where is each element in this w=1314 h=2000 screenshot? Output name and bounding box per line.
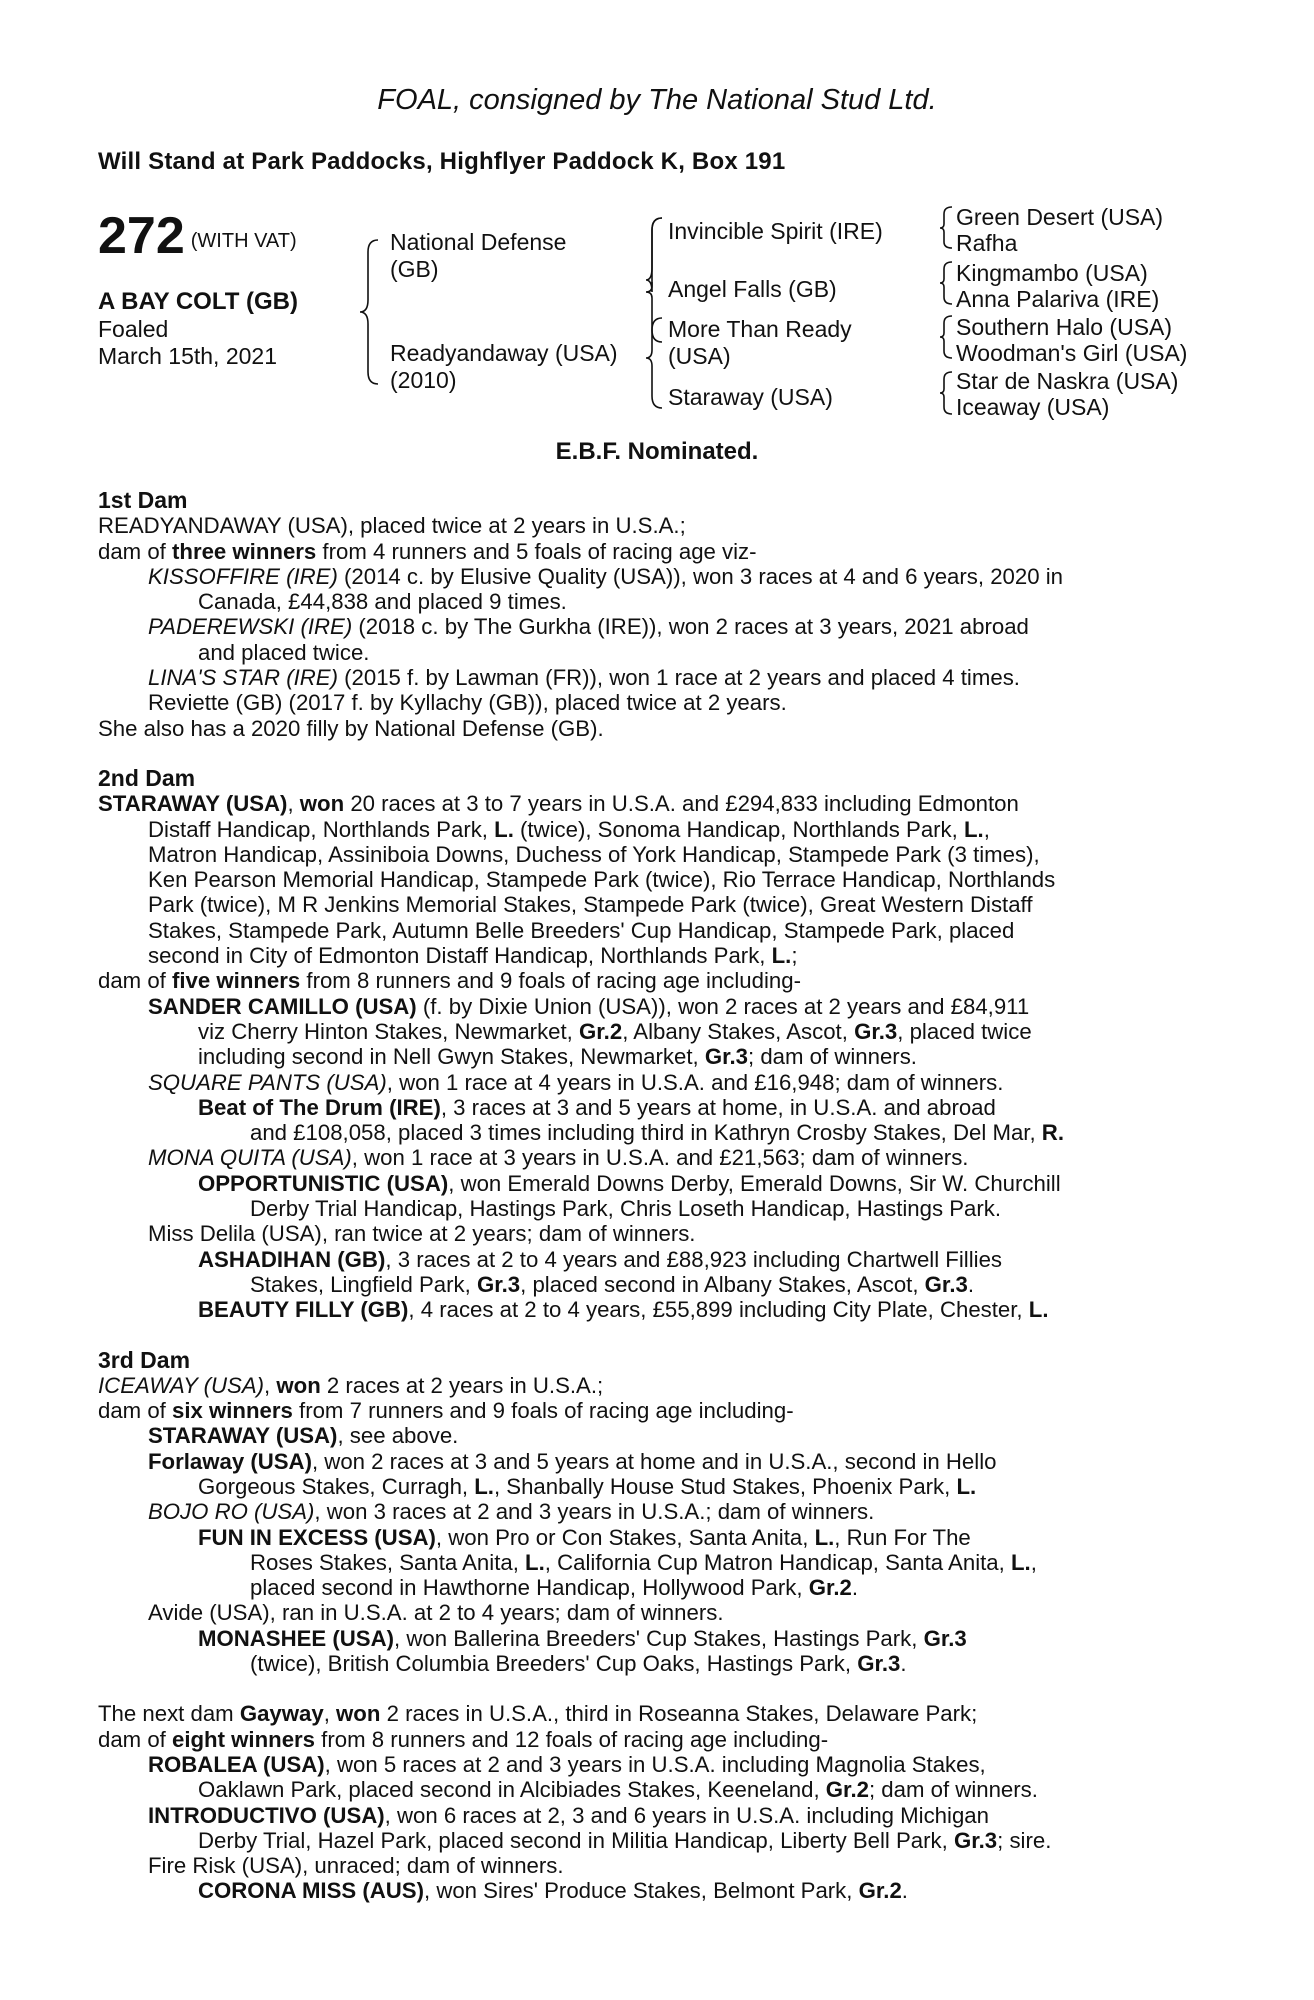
text-run: Distaff Handicap, Northlands Park,	[148, 816, 495, 842]
record-line	[98, 1095, 1208, 1120]
text-run: from 4 runners and 5 foals of racing age viz-	[316, 538, 757, 564]
spacer	[98, 1323, 1208, 1348]
text-run: L.	[771, 943, 792, 969]
record-line	[98, 867, 1208, 892]
record-line	[98, 690, 1208, 715]
text-run: ; sire.	[997, 1827, 1052, 1853]
record-line	[98, 1752, 1208, 1777]
text-run: Gr.3	[476, 1271, 521, 1297]
gsb2	[940, 262, 952, 304]
text-run: L.	[963, 816, 984, 842]
record-line	[98, 1777, 1208, 1802]
text-run: dam of	[98, 968, 172, 994]
text-run: Canada, £44,838 and placed 9 times.	[198, 589, 567, 615]
record-line	[98, 1297, 1208, 1322]
text-run: eight winners	[172, 1726, 316, 1752]
text-run: ASHADIHAN (GB)	[198, 1246, 386, 1272]
sire-line2: (GB)	[390, 256, 439, 282]
record-line	[98, 1499, 1208, 1524]
text-run: , Shanbally House Stud Stakes, Phoenix Park,	[493, 1473, 957, 1499]
text-run: won	[299, 791, 345, 817]
record-line	[98, 1878, 1208, 1903]
text-run: L.	[474, 1473, 494, 1499]
text-run: ; dam of winners.	[868, 1777, 1038, 1803]
gs-8: Iceaway (USA)	[956, 394, 1110, 420]
text-run: won	[276, 1372, 321, 1398]
text-run: (twice), Sonoma Handicap, Northlands Park,	[513, 816, 964, 842]
record-line	[98, 1651, 1208, 1676]
section-heading	[98, 766, 1208, 791]
text-run: Matron Handicap, Assiniboia Downs, Duchess of York Handicap, Stampede Park (3 times),	[148, 841, 1040, 867]
record-line	[98, 1373, 1208, 1398]
dam-line2: (2010)	[390, 367, 457, 393]
text-run: from 7 runners and 9 foals of racing age including-	[292, 1398, 794, 1424]
text-run: Miss Delila (USA), ran twice at 2 years; dam of winners.	[148, 1221, 696, 1247]
foaled-date: March 15th, 2021	[98, 343, 278, 369]
text-run: Ken Pearson Memorial Handicap, Stampede Park (twice), Rio Terrace Handicap, Northlands	[148, 867, 1056, 893]
text-run: The next dam	[98, 1701, 240, 1727]
record-line	[98, 1727, 1208, 1752]
text-run: dam of	[98, 538, 172, 564]
dam-name	[390, 340, 618, 394]
record-line	[98, 1575, 1208, 1600]
gsb3	[940, 316, 952, 358]
text-run: R.	[1041, 1120, 1064, 1146]
record-line	[98, 1474, 1208, 1499]
record-line	[98, 539, 1208, 564]
record-line	[98, 918, 1208, 943]
lot-number: 272	[98, 207, 185, 265]
text-run: , 3 races at 3 and 5 years at home, in U.S.A. and abroad	[440, 1094, 996, 1120]
dam-sire-line1: More Than Ready	[668, 316, 852, 342]
record-line	[98, 1398, 1208, 1423]
record-line	[98, 1626, 1208, 1651]
record-line	[98, 1828, 1208, 1853]
text-run: , won Emerald Downs Derby, Emerald Downs, Sir W. Churchill	[448, 1170, 1061, 1196]
text-run: placed second in Hawthorne Handicap, Hollywood Park,	[250, 1575, 809, 1601]
record-line	[98, 1853, 1208, 1878]
record-line	[98, 589, 1208, 614]
text-run: second in City of Edmonton Distaff Handicap, Northlands Park,	[148, 943, 772, 969]
main-bracket	[360, 240, 378, 384]
gsb4	[940, 372, 952, 414]
text-run: 20 races at 3 to 7 years in U.S.A. and £294,833 including Edmonton	[344, 791, 1019, 817]
produce-record	[98, 488, 1208, 1904]
text-run: STARAWAY (USA)	[148, 1423, 338, 1449]
text-run: including second in Nell Gwyn Stakes, Newmarket,	[198, 1044, 705, 1070]
text-run: , won 3 races at 2 and 3 years in U.S.A.; dam of winners.	[314, 1499, 875, 1525]
text-run: SQUARE PANTS (USA)	[148, 1069, 387, 1095]
text-run: Stakes, Lingfield Park,	[250, 1271, 477, 1297]
text-run: ,	[1030, 1549, 1037, 1575]
record-line	[98, 1221, 1208, 1246]
record-line	[98, 1171, 1208, 1196]
consignor-line: FOAL, consigned by The National Stud Ltd.	[377, 84, 937, 116]
gs-7: Star de Naskra (USA)	[956, 368, 1179, 394]
text-run: .	[901, 1878, 908, 1904]
text-run: , placed twice	[897, 1018, 1032, 1044]
record-line	[98, 892, 1208, 917]
record-line	[98, 513, 1208, 538]
dam-sire-line2: (USA)	[668, 343, 731, 369]
text-run: , won 1 race at 3 years in U.S.A. and £21,563; dam of winners.	[351, 1145, 969, 1171]
text-run: ,	[323, 1701, 337, 1727]
text-run: L.	[494, 816, 514, 842]
text-run: 2 races in U.S.A., third in Roseanna Stakes, Delaware Park;	[380, 1701, 978, 1727]
text-run: OPPORTUNISTIC (USA)	[198, 1170, 449, 1196]
text-run: six winners	[172, 1398, 293, 1424]
text-run: (2014 c. by Elusive Quality (USA)), won 3 races at 4 and 6 years, 2020 in	[337, 563, 1063, 589]
record-line	[98, 1701, 1208, 1726]
record-line	[98, 1423, 1208, 1448]
text-run: , won 6 races at 2, 3 and 6 years in U.S.A. including Michigan	[384, 1802, 989, 1828]
text-run: Fire Risk (USA), unraced; dam of winners.	[148, 1853, 564, 1879]
text-run: , California Cup Matron Handicap, Santa Anita,	[544, 1549, 1011, 1575]
section-heading	[98, 1348, 1208, 1373]
text-run: L.	[956, 1473, 977, 1499]
dam-line1: Readyandaway (USA)	[390, 340, 618, 366]
text-run: (twice), British Columbia Breeders' Cup Oaks, Hastings Park,	[250, 1651, 858, 1677]
record-line	[98, 842, 1208, 867]
text-run: Reviette (GB) (2017 f. by Kyllachy (GB)), placed twice at 2 years.	[148, 690, 787, 716]
text-run: .	[900, 1651, 907, 1677]
text-run: INTRODUCTIVO (USA)	[148, 1802, 385, 1828]
spacer	[98, 1676, 1208, 1701]
text-run: ICEAWAY (USA)	[98, 1372, 265, 1398]
text-run: viz Cherry Hinton Stakes, Newmarket,	[198, 1018, 580, 1044]
text-run: MONA QUITA (USA)	[148, 1145, 352, 1171]
text-run: Gr.3	[854, 1018, 898, 1044]
text-run: BEAUTY FILLY (GB)	[198, 1297, 409, 1323]
record-line	[98, 1019, 1208, 1044]
record-line	[98, 817, 1208, 842]
text-run: BOJO RO (USA)	[148, 1499, 315, 1525]
text-run: dam of	[98, 1726, 172, 1752]
text-run: , see above.	[337, 1423, 459, 1449]
text-run: Gorgeous Stakes, Curragh,	[198, 1473, 475, 1499]
text-run: , won Sires' Produce Stakes, Belmont Park,	[423, 1878, 859, 1904]
gs-4: Anna Palariva (IRE)	[956, 286, 1160, 312]
text-run: , won 1 race at 4 years in U.S.A. and £16,948; dam of winners.	[386, 1069, 1004, 1095]
gsb1	[940, 207, 952, 248]
text-run: , 3 races at 2 to 4 years and £88,923 including Chartwell Fillies	[385, 1246, 1003, 1272]
text-run: Gr.3	[924, 1271, 968, 1297]
text-run: Avide (USA), ran in U.S.A. at 2 to 4 years; dam of winners.	[148, 1600, 724, 1626]
text-run: three winners	[172, 538, 317, 564]
record-line	[98, 943, 1208, 968]
record-line	[98, 1272, 1208, 1297]
text-run: Derby Trial Handicap, Hastings Park, Chris Loseth Handicap, Hastings Park.	[250, 1196, 1002, 1222]
text-run: , Run For The	[834, 1524, 971, 1550]
lot-title: A BAY COLT (GB)	[98, 288, 299, 315]
text-run: .	[851, 1575, 859, 1601]
sire-dam: Angel Falls (GB)	[668, 276, 837, 302]
text-run: , won 2 races at 3 and 5 years at home and in U.S.A., second in Hello	[311, 1448, 997, 1474]
text-run: , won 5 races at 2 and 3 years in U.S.A. including Magnolia Stakes,	[324, 1751, 986, 1777]
gs-1: Green Desert (USA)	[956, 204, 1164, 230]
text-run: Gr.2	[825, 1777, 869, 1803]
text-run: 1st Dam	[98, 487, 188, 513]
text-run: 2nd Dam	[98, 764, 196, 791]
text-run: MONASHEE (USA)	[198, 1625, 394, 1651]
record-line	[98, 614, 1208, 639]
text-run: Derby Trial, Hazel Park, placed second in Militia Handicap, Liberty Bell Park,	[198, 1827, 954, 1853]
text-run: Beat of The Drum (IRE)	[198, 1094, 441, 1120]
text-run: Stakes, Stampede Park, Autumn Belle Breeders' Cup Handicap, Stampede Park, placed	[148, 917, 1015, 943]
record-line	[98, 1120, 1208, 1145]
text-run: ROBALEA (USA)	[148, 1751, 325, 1777]
spacer	[98, 741, 1208, 766]
text-run: from 8 runners and 9 foals of racing age including-	[300, 968, 801, 994]
dam-sire	[668, 316, 852, 370]
record-line	[98, 791, 1208, 816]
text-run: five winners	[172, 968, 301, 994]
text-run: ,	[983, 816, 990, 842]
text-run: Gr.2	[858, 1878, 902, 1904]
text-run: ;	[791, 943, 798, 969]
text-run: Gr.3	[704, 1044, 749, 1070]
record-line	[98, 1044, 1208, 1069]
text-run: and placed twice.	[198, 639, 370, 665]
record-line	[98, 1449, 1208, 1474]
text-run: L.	[1028, 1297, 1049, 1323]
sire-line1: National Defense	[390, 229, 567, 255]
text-run: Gr.2	[579, 1018, 623, 1044]
text-run: 3rd Dam	[98, 1346, 191, 1373]
text-run: (f. by Dixie Union (USA)), won 2 races at 2 years and £84,911	[416, 993, 1030, 1019]
gs-5: Southern Halo (USA)	[956, 314, 1173, 340]
dam-bracket	[646, 318, 662, 408]
text-run: 2 races at 2 years in U.S.A.;	[320, 1372, 604, 1398]
text-run: Gr.3	[953, 1827, 998, 1853]
text-run: won	[336, 1701, 381, 1727]
text-run: Gr.3	[857, 1651, 901, 1677]
text-run: READYANDAWAY (USA), placed twice at 2 years in U.S.A.;	[98, 513, 686, 539]
record-line	[98, 1196, 1208, 1221]
text-run: STARAWAY (USA)	[98, 791, 288, 817]
text-run: SANDER CAMILLO (USA)	[148, 993, 417, 1019]
text-run: Gr.3	[923, 1625, 967, 1651]
text-run: ,	[264, 1372, 277, 1398]
text-run: dam of	[98, 1398, 172, 1424]
text-run: KISSOFFIRE (IRE)	[148, 563, 338, 589]
gs-2: Rafha	[956, 230, 1018, 256]
gs-3: Kingmambo (USA)	[956, 260, 1148, 286]
text-run: (2015 f. by Lawman (FR)), won 1 race at 2 years and placed 4 times.	[337, 665, 1020, 691]
text-run: Gr.2	[808, 1575, 852, 1601]
sire-sire: Invincible Spirit (IRE)	[668, 218, 883, 244]
record-line	[98, 968, 1208, 993]
dam-dam: Staraway (USA)	[668, 384, 833, 410]
text-run: CORONA MISS (AUS)	[198, 1878, 424, 1904]
text-run: Park (twice), M R Jenkins Memorial Stakes, Stampede Park (twice), Great Western Distaff	[148, 892, 1033, 918]
text-run: L.	[814, 1524, 835, 1550]
ebf-nominated: E.B.F. Nominated.	[555, 438, 759, 465]
vat-label: (WITH VAT)	[190, 230, 297, 252]
record-line	[98, 665, 1208, 690]
record-line	[98, 1600, 1208, 1625]
text-run: , 4 races at 2 to 4 years, £55,899 including City Plate, Chester,	[408, 1297, 1029, 1323]
text-run: , won Pro or Con Stakes, Santa Anita,	[435, 1524, 815, 1550]
record-line	[98, 1525, 1208, 1550]
record-line	[98, 1145, 1208, 1170]
text-run: , won Ballerina Breeders' Cup Stakes, Hastings Park,	[394, 1625, 924, 1651]
text-run: (2018 c. by The Gurkha (IRE)), won 2 races at 3 years, 2021 abroad	[352, 614, 1029, 640]
record-line	[98, 716, 1208, 741]
record-line	[98, 1803, 1208, 1828]
text-run: from 8 runners and 12 foals of racing age including-	[315, 1726, 829, 1752]
text-run: PADEREWSKI (IRE)	[148, 614, 353, 640]
text-run: FUN IN EXCESS (USA)	[198, 1524, 436, 1550]
text-run: , Albany Stakes, Ascot,	[622, 1018, 855, 1044]
text-run: ,	[287, 791, 300, 817]
record-line	[98, 1247, 1208, 1272]
text-run: Forlaway (USA)	[148, 1448, 312, 1474]
gs-6: Woodman's Girl (USA)	[956, 340, 1188, 366]
text-run: Gayway	[239, 1701, 324, 1727]
foaled-label: Foaled	[98, 316, 169, 342]
record-line	[98, 994, 1208, 1019]
text-run: .	[967, 1271, 975, 1297]
text-run: Roses Stakes, Santa Anita,	[250, 1549, 526, 1575]
text-run: Oaklawn Park, placed second in Alcibiades Stakes, Keeneland,	[198, 1777, 826, 1803]
text-run: , placed second in Albany Stakes, Ascot,	[520, 1271, 925, 1297]
text-run: She also has a 2020 filly by National Defense (GB).	[98, 715, 604, 741]
text-run: and £108,058, placed 3 times including third in Kathryn Crosby Stakes, Del Mar,	[250, 1120, 1042, 1146]
sire-name	[390, 229, 566, 283]
record-line	[98, 564, 1208, 589]
section-heading	[98, 488, 1208, 513]
text-run: L.	[1010, 1549, 1031, 1575]
record-line	[98, 1070, 1208, 1095]
sire-bracket	[646, 218, 662, 292]
record-line	[98, 1550, 1208, 1575]
stand-location: Will Stand at Park Paddocks, Highflyer Paddock K, Box 191	[98, 148, 786, 175]
text-run: ; dam of winners.	[748, 1044, 917, 1070]
text-run: L.	[525, 1549, 545, 1575]
text-run: LINA'S STAR (IRE)	[148, 665, 338, 691]
record-line	[98, 640, 1208, 665]
